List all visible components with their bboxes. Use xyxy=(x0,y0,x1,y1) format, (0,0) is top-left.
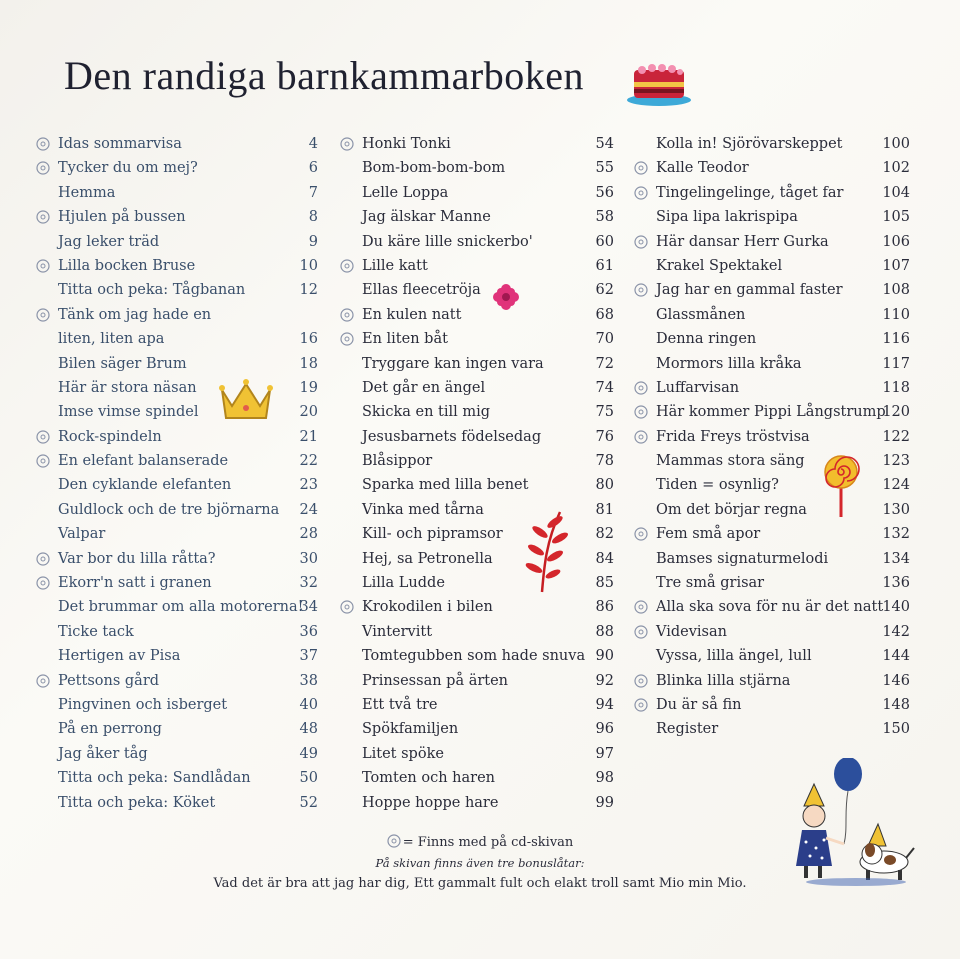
toc-entry xyxy=(340,620,614,644)
toc-entry xyxy=(634,669,910,693)
toc-entry-title: Spökfamiljen xyxy=(362,721,459,738)
toc-entry-page: 124 xyxy=(882,477,910,494)
toc-entry-page: 18 xyxy=(299,355,318,372)
toc-entry-title: Hoppe hoppe hare xyxy=(362,794,499,811)
toc-entry-page: 52 xyxy=(299,794,318,811)
toc-entry xyxy=(36,595,318,619)
cd-legend-text: = Finns med på cd-skivan xyxy=(402,835,574,850)
toc-entry xyxy=(36,156,318,180)
cd-icon xyxy=(36,137,50,151)
toc-entry xyxy=(340,230,614,254)
toc-entry xyxy=(634,717,910,741)
toc-entry-page: 10 xyxy=(299,257,318,274)
cd-icon xyxy=(340,600,354,614)
toc-entry-page: 20 xyxy=(299,404,318,421)
toc-entry-title: Pettsons gård xyxy=(58,672,160,689)
toc-entry-title: Tre små grisar xyxy=(656,575,765,592)
toc-entry-title: En elefant balanserade xyxy=(58,453,229,470)
toc-entry-page: 50 xyxy=(299,770,318,787)
toc-entry-page: 116 xyxy=(882,331,910,348)
toc-entry xyxy=(36,547,318,571)
toc-entry-title: Tingelingelinge, tåget far xyxy=(656,184,844,201)
toc-entry-title: liten, liten apa xyxy=(58,331,165,348)
toc-entry-title: En liten båt xyxy=(362,331,448,348)
toc-entry xyxy=(340,742,614,766)
toc-entry-title: Denna ringen xyxy=(656,331,757,348)
toc-entry-title: Titta och peka: Köket xyxy=(58,794,216,811)
toc-entry-title: Jag har en gammal faster xyxy=(656,282,843,299)
toc-entry xyxy=(634,620,910,644)
toc-entry-page: 122 xyxy=(882,428,910,445)
toc-entry-title: Imse vimse spindel xyxy=(58,404,199,421)
toc-entry xyxy=(634,693,910,717)
toc-entry-page: 38 xyxy=(299,672,318,689)
toc-entry-title: Jag älskar Manne xyxy=(362,209,491,226)
cd-icon xyxy=(340,137,354,151)
toc-entry-page: 104 xyxy=(882,184,910,201)
toc-entry-title: Blåsippor xyxy=(362,453,433,470)
toc-entry-title: Hertigen av Pisa xyxy=(58,648,181,665)
toc-entry-page: 118 xyxy=(882,379,910,396)
toc-entry xyxy=(340,156,614,180)
toc-entry-title: Krakel Spektakel xyxy=(656,257,783,274)
cd-icon xyxy=(36,308,50,322)
toc-entry-title: Mammas stora säng xyxy=(656,453,805,470)
cd-icon xyxy=(634,283,648,297)
toc-entry-page: 16 xyxy=(299,331,318,348)
toc-entry-page: 117 xyxy=(882,355,910,372)
page-title: Den randiga barnkammarboken xyxy=(64,53,584,98)
toc-entry xyxy=(634,181,910,205)
toc-entry xyxy=(634,449,910,473)
toc-entry xyxy=(340,303,614,327)
toc-entry xyxy=(36,717,318,741)
cd-icon xyxy=(634,625,648,639)
toc-entry-page: 6 xyxy=(308,160,318,177)
toc-entry-title: Den cyklande elefanten xyxy=(58,477,232,494)
toc-entry xyxy=(340,205,614,229)
toc-entry-page: 86 xyxy=(595,599,614,616)
toc-column-3 xyxy=(634,132,910,742)
toc-entry xyxy=(36,449,318,473)
toc-entry-page: 54 xyxy=(595,136,614,152)
toc-entry-title: Mormors lilla kråka xyxy=(656,355,802,372)
toc-entry xyxy=(36,791,318,815)
toc-entry-page: 56 xyxy=(595,184,614,201)
cd-icon xyxy=(634,186,648,200)
toc-entry xyxy=(340,522,614,546)
cd-icon xyxy=(36,552,50,566)
toc-entry-page: 90 xyxy=(595,648,614,665)
toc-entry-page: 132 xyxy=(882,526,910,543)
cake-icon xyxy=(624,56,694,108)
toc-entry xyxy=(634,595,910,619)
toc-entry xyxy=(340,644,614,668)
toc-entry-title: Det går en ängel xyxy=(362,379,486,396)
cd-icon xyxy=(340,308,354,322)
toc-entry-title: Register xyxy=(656,721,719,738)
toc-entry xyxy=(36,278,318,302)
toc-entry-title: Vintervitt xyxy=(362,623,433,640)
toc-entry-page: 78 xyxy=(595,453,614,470)
toc-entry-page: 97 xyxy=(595,745,614,762)
toc-entry xyxy=(36,205,318,229)
toc-entry-title: Titta och peka: Sandlådan xyxy=(58,770,251,787)
toc-entry-title: Du käre lille snickerbo' xyxy=(362,233,533,250)
toc-entry-page: 60 xyxy=(595,233,614,250)
toc-entry-page: 84 xyxy=(595,550,614,567)
cd-icon xyxy=(36,454,50,468)
toc-entry-page: 136 xyxy=(882,575,910,592)
toc-column-1 xyxy=(36,132,318,815)
toc-entry xyxy=(36,766,318,790)
toc-entry xyxy=(634,132,910,156)
toc-entry xyxy=(340,791,614,815)
toc-entry-title: Glassmånen xyxy=(656,306,746,323)
toc-entry-page: 40 xyxy=(299,696,318,713)
toc-entry-page: 21 xyxy=(299,428,318,445)
cd-icon xyxy=(634,600,648,614)
toc-entry xyxy=(634,352,910,376)
toc-entry-title: Om det börjar regna xyxy=(656,501,807,518)
toc-entry-page: 99 xyxy=(595,794,614,811)
toc-entry xyxy=(340,473,614,497)
toc-entry-page: 120 xyxy=(882,404,910,421)
toc-entry-page: 24 xyxy=(299,501,318,518)
toc-entry-title: Skicka en till mig xyxy=(362,404,491,421)
toc-entry-page: 123 xyxy=(882,453,910,470)
toc-entry-page: 130 xyxy=(882,501,910,518)
toc-entry xyxy=(340,449,614,473)
toc-entry xyxy=(36,742,318,766)
toc-entry-title: Lilla Ludde xyxy=(362,575,445,592)
toc-entry-title: Tiden = osynlig? xyxy=(656,477,779,494)
toc-entry-title: Lille katt xyxy=(362,257,428,274)
toc-entry-page: 134 xyxy=(882,550,910,567)
toc-entry-title: Kolla in! Sjörövarskeppet xyxy=(656,136,843,152)
toc-entry-title: Bom-bom-bom-bom xyxy=(362,160,506,177)
toc-entry xyxy=(36,498,318,522)
toc-entry-title: Videvisan xyxy=(656,623,727,640)
toc-entry-title: Pingvinen och isberget xyxy=(58,696,228,713)
toc-entry-page: 106 xyxy=(882,233,910,250)
toc-entry-page: 142 xyxy=(882,623,910,640)
toc-entry-title: Lelle Loppa xyxy=(362,184,449,201)
toc-entry-page: 76 xyxy=(595,428,614,445)
toc-entry xyxy=(634,278,910,302)
toc-entry xyxy=(36,400,318,424)
toc-entry-page: 96 xyxy=(595,721,614,738)
cd-icon xyxy=(634,405,648,419)
toc-entry-title: Guldlock och de tre björnarna xyxy=(58,501,280,518)
toc-entry xyxy=(634,571,910,595)
toc-entry xyxy=(340,571,614,595)
toc-entry xyxy=(634,400,910,424)
cd-icon xyxy=(634,235,648,249)
toc-entry-title: Fem små apor xyxy=(656,526,761,543)
toc-entry-title: Tänk om jag hade en xyxy=(58,306,212,323)
toc-entry-page: 148 xyxy=(882,696,910,713)
toc-entry-title: Här dansar Herr Gurka xyxy=(656,233,829,250)
cd-icon xyxy=(36,576,50,590)
toc-entry xyxy=(340,547,614,571)
toc-entry-title: Kalle Teodor xyxy=(656,160,749,177)
toc-entry-page: 82 xyxy=(595,526,614,543)
toc-entry xyxy=(634,547,910,571)
toc-entry-page: 4 xyxy=(308,136,318,152)
toc-entry-page: 58 xyxy=(595,209,614,226)
toc-entry-page: 98 xyxy=(595,770,614,787)
toc-entry-title: Var bor du lilla råtta? xyxy=(58,550,216,567)
toc-entry-page: 23 xyxy=(299,477,318,494)
cd-icon xyxy=(36,161,50,175)
toc-entry xyxy=(36,132,318,156)
toc-entry-page: 48 xyxy=(299,721,318,738)
toc-entry-page: 61 xyxy=(595,257,614,274)
toc-entry-page: 30 xyxy=(299,550,318,567)
toc-entry xyxy=(340,376,614,400)
toc-entry xyxy=(340,717,614,741)
toc-entry xyxy=(36,669,318,693)
toc-entry xyxy=(634,327,910,351)
toc-entry xyxy=(36,693,318,717)
toc-entry-title: Jag leker träd xyxy=(58,233,160,250)
toc-entry-page: 105 xyxy=(882,209,910,226)
cd-icon xyxy=(340,259,354,273)
toc-entry xyxy=(36,473,318,497)
toc-entry xyxy=(36,230,318,254)
toc-entry-page: 32 xyxy=(299,575,318,592)
toc-entry-page: 100 xyxy=(882,136,910,152)
toc-entry xyxy=(340,352,614,376)
toc-entry-title: Tryggare kan ingen vara xyxy=(362,355,544,372)
toc-entry-title: Krokodilen i bilen xyxy=(362,599,493,616)
toc-entry-page: 94 xyxy=(595,696,614,713)
toc-entry-title: Du är så fin xyxy=(656,696,742,713)
toc-entry xyxy=(634,498,910,522)
toc-entry xyxy=(36,181,318,205)
toc-entry-page: 72 xyxy=(595,355,614,372)
toc-entry-title: Luffarvisan xyxy=(656,379,740,396)
toc-entry-title: Jesusbarnets födelsedag xyxy=(362,428,542,445)
toc-entry xyxy=(340,327,614,351)
toc-entry-page: 144 xyxy=(882,648,910,665)
toc-entry-title: Frida Freys tröstvisa xyxy=(656,428,810,445)
toc-entry xyxy=(36,327,318,351)
toc-entry xyxy=(340,693,614,717)
toc-entry xyxy=(340,498,614,522)
cd-icon xyxy=(634,698,648,712)
toc-entry-title: Alla ska sova för nu är det natt xyxy=(656,599,884,616)
toc-entry-title: Jag åker tåg xyxy=(58,745,148,762)
toc-entry xyxy=(36,620,318,644)
toc-entry xyxy=(634,376,910,400)
toc-entry-title: Tomten och haren xyxy=(362,770,496,787)
toc-entry xyxy=(36,644,318,668)
toc-entry-title: Bamses signaturmelodi xyxy=(656,550,829,567)
cd-icon xyxy=(36,674,50,688)
toc-entry xyxy=(634,303,910,327)
toc-entry xyxy=(36,303,318,327)
toc-entry-title: Vinka med tårna xyxy=(362,501,484,518)
toc-entry-title: Litet spöke xyxy=(362,745,444,762)
toc-entry-title: Ticke tack xyxy=(58,623,134,640)
toc-entry-title: Bilen säger Brum xyxy=(58,355,187,372)
cd-icon xyxy=(36,210,50,224)
cd-icon xyxy=(634,381,648,395)
toc-entry xyxy=(36,254,318,278)
cd-icon xyxy=(387,834,401,848)
toc-entry-page: 74 xyxy=(595,379,614,396)
toc-entry-title: Blinka lilla stjärna xyxy=(656,672,791,689)
toc-entry xyxy=(36,352,318,376)
cd-icon xyxy=(634,430,648,444)
toc-entry-page: 80 xyxy=(595,477,614,494)
toc-entry-page: 81 xyxy=(595,501,614,518)
toc-entry-page: 9 xyxy=(308,233,318,250)
toc-entry xyxy=(340,595,614,619)
toc-entry-title: Hej, sa Petronella xyxy=(362,550,493,567)
toc-entry-page: 150 xyxy=(882,721,910,738)
toc-entry-title: På en perrong xyxy=(58,721,162,738)
toc-entry-title: Titta och peka: Tågbanan xyxy=(58,282,246,299)
toc-entry-title: Honki Tonki xyxy=(362,136,451,152)
toc-entry-page: 37 xyxy=(299,648,318,665)
toc-entry xyxy=(634,205,910,229)
toc-entry-page: 7 xyxy=(308,184,318,201)
toc-entry-title: Tomtegubben som hade snuva xyxy=(362,648,586,665)
toc-entry xyxy=(634,473,910,497)
toc-entry-page: 36 xyxy=(299,623,318,640)
toc-entry-page: 107 xyxy=(882,257,910,274)
toc-entry-page: 108 xyxy=(882,282,910,299)
toc-entry-title: Valpar xyxy=(58,526,106,543)
toc-column-2 xyxy=(340,132,614,815)
toc-entry xyxy=(36,571,318,595)
toc-entry-page: 55 xyxy=(595,160,614,177)
toc-entry-title: Kill- och pipramsor xyxy=(362,526,503,543)
toc-entry-page: 85 xyxy=(595,575,614,592)
cd-legend xyxy=(0,834,960,850)
toc-entry-title: Ett två tre xyxy=(362,696,438,713)
toc-entry-page: 146 xyxy=(882,672,910,689)
cd-icon xyxy=(634,674,648,688)
toc-entry-page: 22 xyxy=(299,453,318,470)
toc-entry-page: 75 xyxy=(595,404,614,421)
bonus-songs: Vad det är bra att jag har dig, Ett gammalt fult och elakt troll samt Mio min Mio. xyxy=(213,876,747,891)
toc-entry xyxy=(36,425,318,449)
toc-entry-page: 62 xyxy=(595,282,614,299)
toc-entry-page: 68 xyxy=(595,306,614,323)
bonus-intro: På skivan finns även tre bonuslåtar: xyxy=(375,856,585,870)
toc-entry xyxy=(634,254,910,278)
toc-entry-title: Ellas fleecetröja xyxy=(362,282,481,299)
toc-entry-title: Idas sommarvisa xyxy=(58,136,182,152)
toc-entry-title: Hjulen på bussen xyxy=(58,209,186,226)
toc-entry-title: Det brummar om alla motorerna! xyxy=(58,599,304,616)
toc-entry-title: Här är stora näsan xyxy=(58,379,197,396)
toc-entry-page: 102 xyxy=(882,160,910,177)
toc-entry xyxy=(340,400,614,424)
toc-entry-title: Hemma xyxy=(58,184,116,201)
toc-entry-title: Rock-spindeln xyxy=(58,428,162,445)
toc-entry-page: 70 xyxy=(595,331,614,348)
toc-entry-page: 19 xyxy=(299,379,318,396)
toc-entry xyxy=(340,132,614,156)
toc-entry xyxy=(340,766,614,790)
toc-entry-title: Lilla bocken Bruse xyxy=(58,257,196,274)
toc-entry-page: 140 xyxy=(882,599,910,616)
toc-entry xyxy=(340,278,614,302)
cd-icon xyxy=(340,332,354,346)
toc-entry-title: Sipa lipa lakrispipa xyxy=(656,209,798,226)
toc-entry xyxy=(634,522,910,546)
toc-entry-title: Här kommer Pippi Långstrump xyxy=(656,404,886,421)
toc-entry xyxy=(634,425,910,449)
toc-entry-title: Sparka med lilla benet xyxy=(362,477,529,494)
cd-icon xyxy=(634,527,648,541)
toc-entry xyxy=(340,669,614,693)
toc-entry-page: 88 xyxy=(595,623,614,640)
toc-entry-title: En kulen natt xyxy=(362,306,462,323)
toc-entry xyxy=(634,156,910,180)
toc-entry xyxy=(340,425,614,449)
toc-entry xyxy=(36,376,318,400)
toc-entry-title: Ekorr'n satt i granen xyxy=(58,575,212,592)
cd-icon xyxy=(36,259,50,273)
toc-entry-page: 110 xyxy=(882,306,910,323)
toc-entry-title: Prinsessan på ärten xyxy=(362,672,509,689)
toc-entry-title: Vyssa, lilla ängel, lull xyxy=(656,648,812,665)
toc-entry xyxy=(340,181,614,205)
toc-entry xyxy=(36,522,318,546)
toc-entry-page: 92 xyxy=(595,672,614,689)
toc-entry-page: 8 xyxy=(308,209,318,226)
toc-entry-page: 28 xyxy=(299,526,318,543)
toc-entry-page: 34 xyxy=(299,599,318,616)
cd-icon xyxy=(634,161,648,175)
toc-entry xyxy=(340,254,614,278)
toc-entry-page: 49 xyxy=(299,745,318,762)
toc-entry xyxy=(634,230,910,254)
cd-icon xyxy=(36,430,50,444)
toc-entry xyxy=(634,644,910,668)
toc-entry-page: 12 xyxy=(299,282,318,299)
toc-entry-title: Tycker du om mej? xyxy=(58,160,198,177)
